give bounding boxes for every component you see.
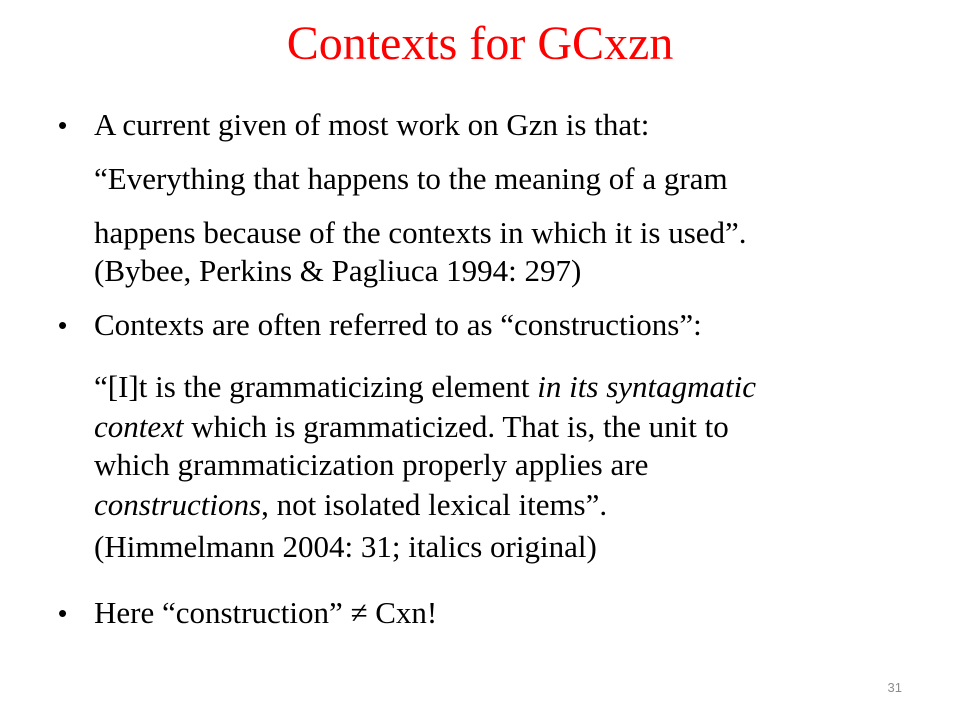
quote-text-italic: in its syntagmatic <box>537 369 757 404</box>
quote-text-italic-context: context <box>94 409 184 444</box>
bullet-1-line-3: happens because of the contexts in which it is used”. <box>94 215 747 250</box>
bullet-2-line-2 <box>94 370 756 404</box>
bullet-marker-3: • <box>58 598 68 628</box>
bullet-1-line-1: A current given of most work on Gzn is that: <box>94 107 650 142</box>
page-number: 31 <box>887 680 902 695</box>
bullet-2-line-1: Contexts are often referred to as “constructions”: <box>94 307 702 342</box>
bullet-2-line-3 <box>94 410 729 444</box>
bullet-1-line-2: “Everything that happens to the meaning of a gram <box>94 161 728 196</box>
bullet-marker-1: • <box>58 110 68 140</box>
quote-text-normal: “[I]t is the grammaticizing element <box>94 369 538 404</box>
bullet-marker-2: • <box>58 310 68 340</box>
bullet-2-line-5 <box>94 488 607 522</box>
quote-text-italic-constructions: constructions <box>94 487 262 522</box>
bullet-3-line-1: Here “construction” ≠ Cxn! <box>94 595 438 630</box>
bullet-1-line-4: (Bybee, Perkins & Pagliuca 1994: 297) <box>94 253 582 288</box>
quote-text-normal-3: , not isolated lexical items”. <box>261 487 608 522</box>
bullet-2-line-4: which grammaticization properly applies are <box>94 447 649 482</box>
quote-text-normal-2: which is grammaticized. That is, the unit to <box>183 409 729 444</box>
slide-title: Contexts for GCxzn <box>286 17 674 70</box>
bullet-2-line-6: (Himmelmann 2004: 31; italics original) <box>94 529 597 564</box>
